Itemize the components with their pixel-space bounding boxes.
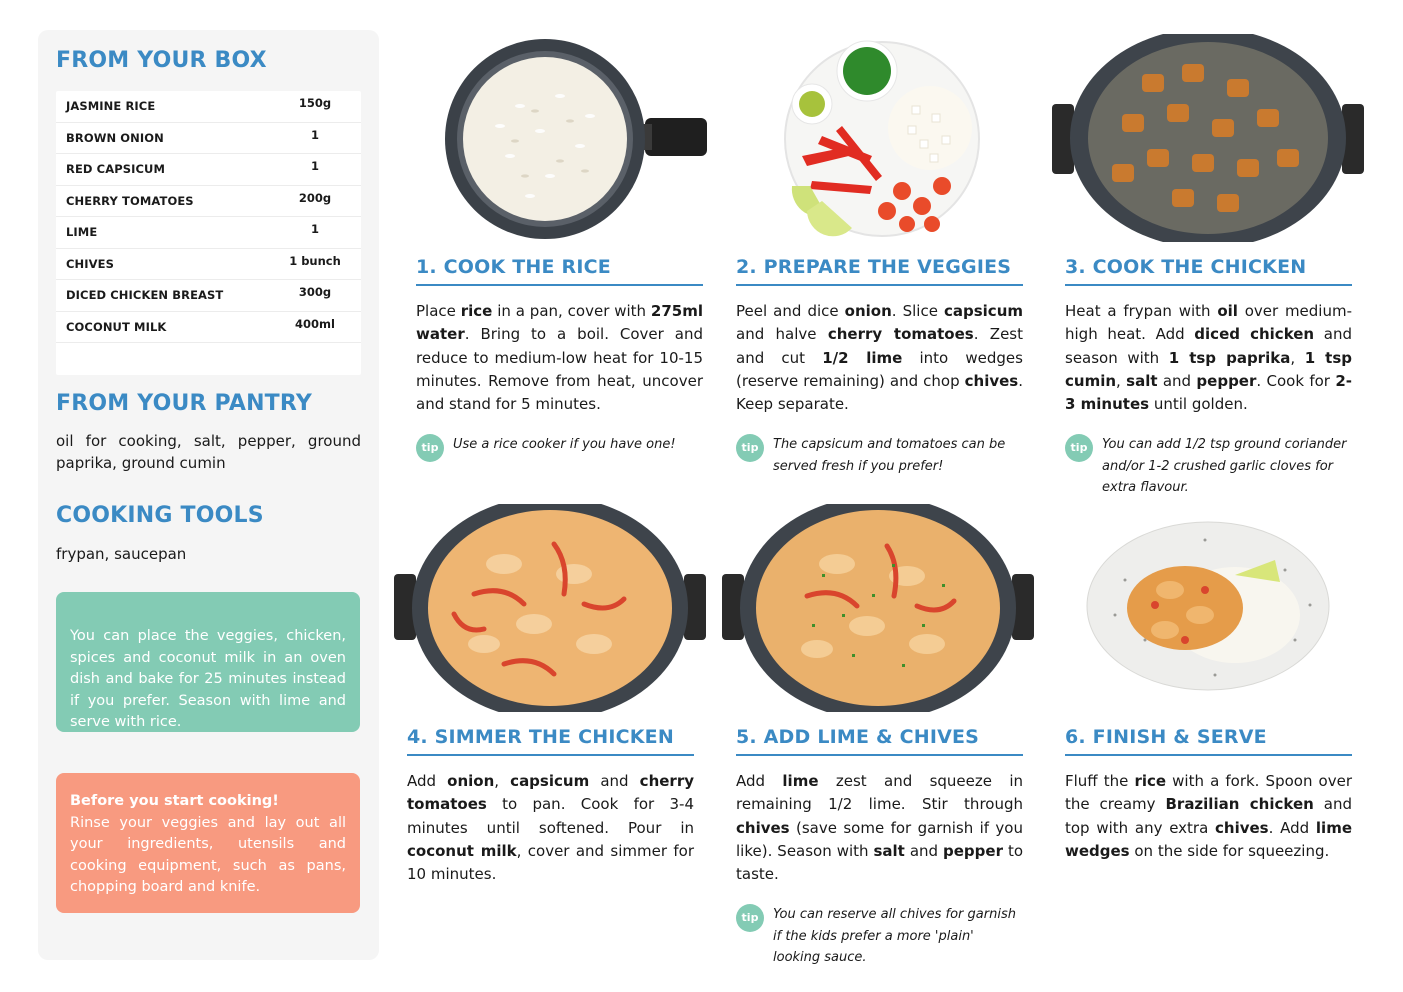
- text-span: . Add: [1268, 818, 1316, 837]
- ingredient-row: [56, 312, 361, 344]
- step-1-text: [416, 300, 703, 416]
- step-4-text: [407, 770, 694, 886]
- bold-span: diced chicken: [1194, 325, 1315, 344]
- ingredient-row: [56, 249, 361, 281]
- pantry-text: oil for cooking, salt, pepper, ground paprika, ground cumin: [56, 432, 361, 472]
- bold-span: cherry tomatoes: [827, 325, 974, 344]
- step-6-text: [1065, 770, 1352, 863]
- before-you-start-heading: Before you start cooking!: [70, 793, 279, 809]
- text-span: ,: [1290, 348, 1305, 367]
- tip-icon: tip: [736, 434, 764, 462]
- ingredient-qty: 1: [310, 127, 319, 142]
- text-span: over medium-high heat. Add: [1065, 302, 1352, 344]
- bold-span: 2-3 minutes: [1065, 371, 1352, 414]
- from-your-box-heading: FROM YOUR BOX: [56, 48, 267, 73]
- ingredient-row: [56, 186, 361, 218]
- step-5-tip-text: You can reserve all chives for garnish if the kids prefer a more 'plain' looking sauce.: [773, 907, 1016, 966]
- bold-span: salt: [873, 841, 905, 860]
- text-span: and top with any extra: [1065, 795, 1352, 837]
- prepared-veggies-image: [782, 36, 982, 242]
- text-span: . Zest and cut: [736, 325, 1023, 367]
- step-1: [416, 256, 703, 456]
- ingredient-name: JASMINE RICE: [66, 99, 156, 114]
- before-you-start-note: [56, 773, 360, 913]
- simmer-chicken-image: [394, 504, 706, 712]
- step-5: [736, 726, 1023, 969]
- text-span: and: [1157, 371, 1197, 390]
- text-span: . Slice: [891, 302, 944, 320]
- ingredient-qty: 400ml: [295, 316, 335, 331]
- rice-saucepan-image: [440, 36, 708, 242]
- bold-span: 275ml water: [416, 302, 703, 344]
- text-span: to taste.: [736, 841, 1024, 884]
- bold-span: onion: [844, 302, 892, 320]
- step-5-title: 5. ADD LIME & CHIVES: [736, 726, 980, 748]
- ingredient-row: [56, 123, 361, 155]
- step-6-title: 6. FINISH & SERVE: [1065, 726, 1267, 748]
- ingredient-row: [56, 91, 361, 123]
- text-span: Peel and dice: [736, 302, 845, 320]
- ingredient-name: BROWN ONION: [66, 130, 164, 145]
- ingredient-qty: 1: [310, 159, 319, 174]
- step-5-tip: [736, 904, 1023, 969]
- bold-span: capsicum: [510, 772, 590, 790]
- ingredient-name: DICED CHICKEN BREAST: [66, 288, 224, 303]
- step-3: [1065, 256, 1352, 499]
- before-you-start-text: Rinse your veggies and lay out all your ingredients, utensils and cooking equipment, such as pans, chopping board and knife.: [70, 814, 346, 895]
- ingredient-row: [56, 217, 361, 249]
- ingredients-table: [56, 91, 361, 375]
- ingredient-qty: 150g: [298, 96, 332, 111]
- text-span: on the side for squeezing.: [1129, 841, 1330, 860]
- step-2-divider: [736, 284, 1023, 286]
- step-6-divider: [1065, 754, 1352, 756]
- text-span: . Cook for: [1256, 371, 1336, 390]
- bold-span: 1/2 lime: [822, 348, 903, 367]
- step-3-divider: [1065, 284, 1352, 286]
- bold-span: oil: [1217, 302, 1238, 320]
- bold-span: chives: [736, 818, 790, 837]
- text-span: , cover and simmer for 10 minutes.: [407, 841, 694, 884]
- step-1-title: 1. COOK THE RICE: [416, 256, 611, 278]
- bold-span: rice: [460, 302, 493, 320]
- step-1-divider: [416, 284, 703, 286]
- text-span: and halve: [736, 325, 828, 344]
- ingredient-row: [56, 280, 361, 312]
- bold-span: chives: [964, 371, 1019, 390]
- text-span: in a pan, cover with: [492, 302, 651, 320]
- tip-icon: tip: [736, 904, 764, 932]
- bold-span: capsicum: [943, 302, 1024, 320]
- step-2-tip: [736, 434, 1023, 477]
- text-span: to pan. Cook for 3-4 minutes until softened. Pour in: [407, 795, 694, 837]
- cooking-tools-heading: COOKING TOOLS: [56, 503, 264, 528]
- step-6: [1065, 726, 1352, 863]
- bold-span: 1 tsp paprika: [1168, 348, 1291, 367]
- step-3-title: 3. COOK THE CHICKEN: [1065, 256, 1307, 278]
- bold-span: onion: [447, 772, 495, 790]
- ingredient-qty: 1 bunch: [289, 253, 341, 268]
- bold-span: salt: [1126, 371, 1158, 390]
- finished-dish-image: [1085, 520, 1331, 692]
- oven-tip-note: [56, 592, 360, 732]
- step-5-divider: [736, 754, 1023, 756]
- step-2-title: 2. PREPARE THE VEGGIES: [736, 256, 1012, 278]
- ingredient-name: RED CAPSICUM: [66, 162, 166, 177]
- text-span: zest and squeeze in remaining 1/2 lime. Stir through: [736, 772, 1024, 814]
- ingredient-name: CHERRY TOMATOES: [66, 193, 194, 208]
- step-2-tip-text: The capsicum and tomatoes can be served fresh if you prefer!: [773, 437, 1006, 474]
- step-3-tip: [1065, 434, 1352, 499]
- text-span: ,: [494, 772, 511, 790]
- step-4: [407, 726, 694, 886]
- ingredient-empty-row: [56, 343, 361, 375]
- ingredients-sidebar: [38, 30, 379, 960]
- ingredient-qty: 300g: [298, 285, 332, 300]
- ingredient-row: [56, 154, 361, 186]
- bold-span: lime wedges: [1065, 818, 1352, 860]
- bold-span: lime: [782, 772, 819, 790]
- tip-icon: tip: [416, 434, 444, 462]
- tip-icon: tip: [1065, 434, 1093, 462]
- step-2-text: [736, 300, 1023, 416]
- text-span: and season with: [1065, 325, 1353, 367]
- step-3-text: [1065, 300, 1352, 416]
- ingredient-qty: 1: [310, 222, 319, 237]
- bold-span: pepper: [1196, 371, 1257, 390]
- step-2: [736, 256, 1023, 477]
- ingredient-qty: 200g: [298, 190, 332, 205]
- text-span: Add: [407, 772, 448, 790]
- step-3-tip-text: You can add 1/2 tsp ground coriander and/or 1-2 crushed garlic cloves for extra flavour.: [1102, 437, 1347, 496]
- text-span: . Keep separate.: [736, 371, 1023, 414]
- text-span: and: [589, 772, 640, 790]
- text-span: into wedges (reserve remaining) and chop: [736, 348, 1023, 390]
- from-your-pantry-heading: FROM YOUR PANTRY: [56, 391, 312, 416]
- step-4-title: 4. SIMMER THE CHICKEN: [407, 726, 674, 748]
- lime-chives-pan-image: [722, 504, 1034, 712]
- step-5-text: [736, 770, 1023, 886]
- ingredient-name: CHIVES: [66, 256, 114, 271]
- text-span: Fluff the: [1065, 772, 1135, 790]
- chicken-frypan-image: [1052, 34, 1364, 242]
- bold-span: chives: [1215, 818, 1269, 837]
- bold-span: rice: [1134, 772, 1167, 790]
- text-span: Heat a frypan with: [1065, 302, 1218, 320]
- bold-span: pepper: [943, 841, 1003, 860]
- text-span: Place: [416, 302, 461, 320]
- text-span: (save some for garnish if you like). Season with: [736, 818, 1023, 860]
- text-span: . Bring to a boil. Cover and reduce to medium-low heat for 10-15 minutes. Remove from heat, uncover and stand for 5 minutes.: [416, 325, 703, 414]
- bold-span: cherry tomatoes: [407, 772, 694, 814]
- bold-span: Brazilian chicken: [1165, 795, 1314, 814]
- step-1-tip-text: Use a rice cooker if you have one!: [453, 437, 676, 453]
- text-span: until golden.: [1149, 395, 1248, 414]
- tools-text: frypan, saucepan: [56, 545, 187, 563]
- ingredient-name: LIME: [66, 225, 98, 240]
- text-span: Add: [736, 772, 783, 790]
- bold-span: 1 tsp cumin: [1065, 348, 1352, 390]
- step-4-divider: [407, 754, 694, 756]
- oven-tip-text: You can place the veggies, chicken, spices and coconut milk in an oven dish and bake for 25 minutes instead if you prefer. Season with lime and serve with rice.: [70, 628, 346, 730]
- bold-span: coconut milk: [407, 841, 517, 860]
- step-1-tip: [416, 434, 703, 456]
- ingredient-name: COCONUT MILK: [66, 319, 167, 334]
- text-span: and: [904, 841, 944, 860]
- text-span: with a fork. Spoon over the creamy: [1065, 772, 1352, 814]
- text-span: ,: [1116, 371, 1127, 390]
